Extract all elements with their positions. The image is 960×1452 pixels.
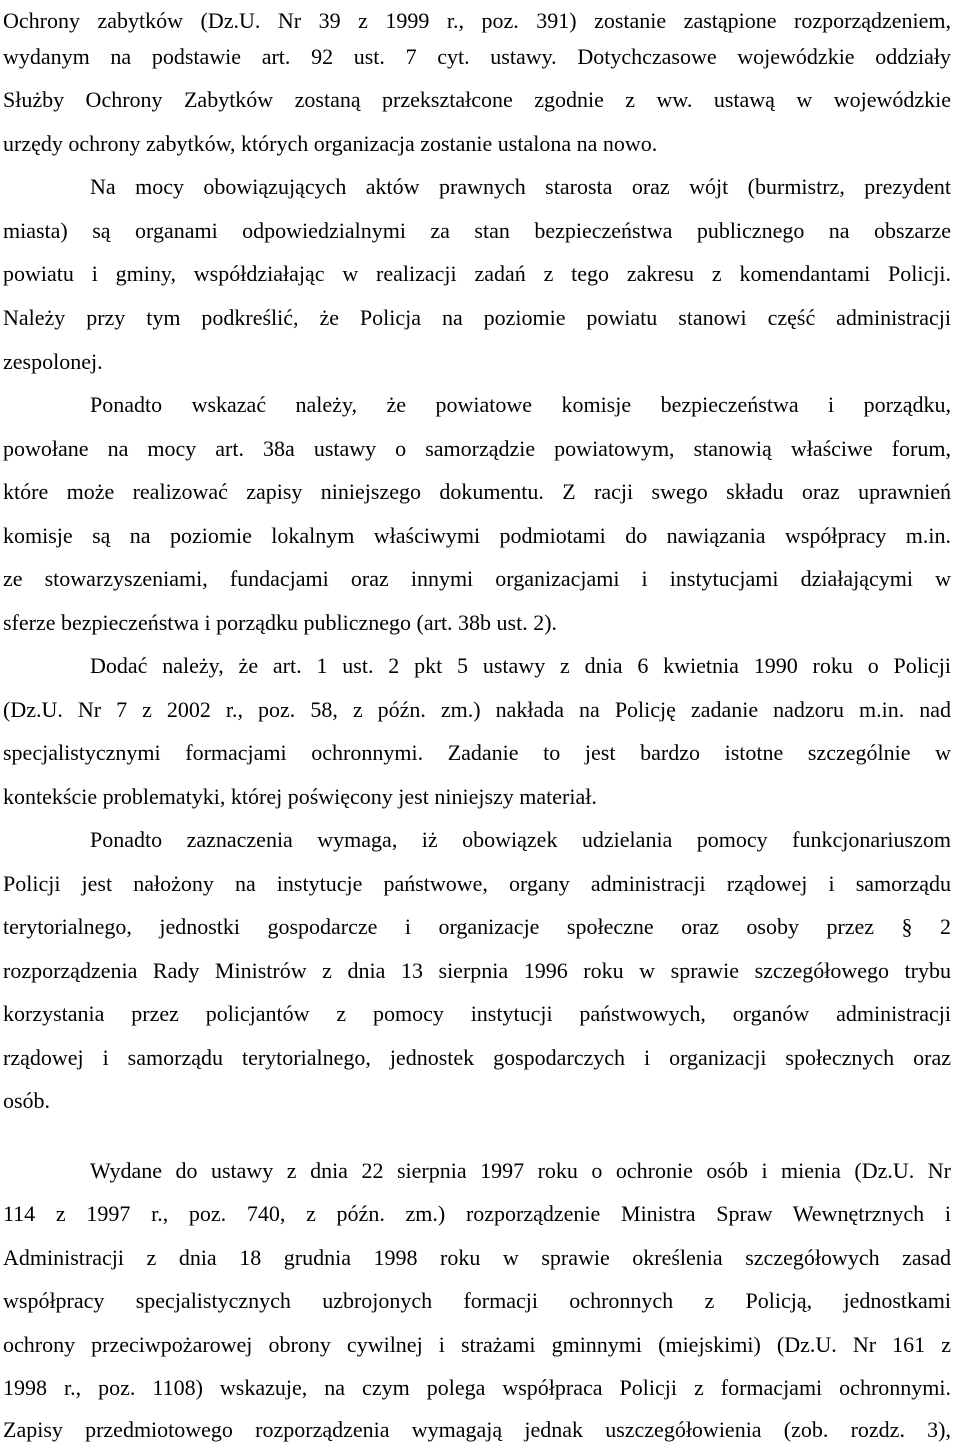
text-line: miasta) są organami odpowiedzialnymi za stan bezpieczeństwa publicznego na obszarze bbox=[3, 218, 951, 243]
text-line: osób. bbox=[3, 1088, 51, 1113]
text-line: Dodać należy, że art. 1 ust. 2 pkt 5 ustawy z dnia 6 kwietnia 1990 roku o Policji bbox=[90, 653, 951, 678]
text-line: kontekście problematyki, której poświęcony jest niniejszy materiał. bbox=[3, 784, 597, 809]
text-line: Administracji z dnia 18 grudnia 1998 roku w sprawie określenia szczegółowych zasad bbox=[3, 1245, 951, 1270]
text-line: terytorialnego, jednostki gospodarcze i organizacje społeczne oraz osoby przez § 2 bbox=[3, 914, 951, 939]
text-line: sferze bezpieczeństwa i porządku publicznego (art. 38b ust. 2). bbox=[3, 610, 558, 635]
text-line: (Dz.U. Nr 7 z 2002 r., poz. 58, z późn. zm.) nakłada na Policję zadanie nadzoru m.in. nad bbox=[3, 697, 951, 722]
text-line: 1998 r., poz. 1108) wskazuje, na czym polega współpraca Policji z formacjami ochronnymi. bbox=[3, 1375, 951, 1400]
text-line: Służby Ochrony Zabytków zostaną przekształcone zgodnie z ww. ustawą w wojewódzkie bbox=[3, 87, 951, 112]
text-line: Należy przy tym podkreślić, że Policja na poziomie powiatu stanowi część administracji bbox=[3, 305, 951, 330]
text-line: wydanym na podstawie art. 92 ust. 7 cyt. ustawy. Dotychczasowe wojewódzkie oddziały bbox=[3, 44, 951, 69]
text-line: Wydane do ustawy z dnia 22 sierpnia 1997 roku o ochronie osób i mienia (Dz.U. Nr bbox=[90, 1158, 951, 1183]
text-line: ochrony przeciwpożarowej obrony cywilnej i strażami gminnymi (miejskimi) (Dz.U. Nr 161 z bbox=[3, 1332, 951, 1357]
text-line: które może realizować zapisy niniejszego dokumentu. Z racji swego składu oraz uprawnień bbox=[3, 479, 951, 504]
text-line: rozporządzenia Rady Ministrów z dnia 13 sierpnia 1996 roku w sprawie szczegółowego trybu bbox=[3, 958, 951, 983]
text-line: powiatu i gminy, współdziałając w realizacji zadań z tego zakresu z komendantami Policji. bbox=[3, 261, 951, 286]
text-line: ze stowarzyszeniami, fundacjami oraz innymi organizacjami i instytucjami działającymi w bbox=[3, 566, 951, 591]
text-line: zespolonej. bbox=[3, 349, 103, 374]
text-line: Ponadto wskazać należy, że powiatowe komisje bezpieczeństwa i porządku, bbox=[90, 392, 951, 417]
text-line: korzystania przez policjantów z pomocy instytucji państwowych, organów administracji bbox=[3, 1001, 951, 1026]
text-line: Na mocy obowiązujących aktów prawnych starosta oraz wójt (burmistrz, prezydent bbox=[90, 174, 951, 199]
text-line: Policji jest nałożony na instytucje państwowe, organy administracji rządowej i samorządu bbox=[3, 871, 951, 896]
text-line: współpracy specjalistycznych uzbrojonych formacji ochronnych z Policją, jednostkami bbox=[3, 1288, 951, 1313]
text-line: specjalistycznymi formacjami ochronnymi. Zadanie to jest bardzo istotne szczególnie w bbox=[3, 740, 951, 765]
text-line: powołane na mocy art. 38a ustawy o samorządzie powiatowym, stanowią właściwe forum, bbox=[3, 436, 951, 461]
text-line: Ochrony zabytków (Dz.U. Nr 39 z 1999 r., poz. 391) zostanie zastąpione rozporządzeniem, bbox=[3, 8, 951, 33]
text-line: rządowej i samorządu terytorialnego, jednostek gospodarczych i organizacji społecznych oraz bbox=[3, 1045, 951, 1070]
text-line: Zapisy przedmiotowego rozporządzenia wymagają jednak uszczegółowienia (zob. rozdz. 3), bbox=[3, 1417, 951, 1442]
text-line: 114 z 1997 r., poz. 740, z późn. zm.) rozporządzenie Ministra Spraw Wewnętrznych i bbox=[3, 1201, 951, 1226]
text-line: urzędy ochrony zabytków, których organizacja zostanie ustalona na nowo. bbox=[3, 131, 658, 156]
text-line: Ponadto zaznaczenia wymaga, iż obowiązek udzielania pomocy funkcjonariuszom bbox=[90, 827, 951, 852]
text-line: komisje są na poziomie lokalnym właściwymi podmiotami do nawiązania współpracy m.in. bbox=[3, 523, 951, 548]
